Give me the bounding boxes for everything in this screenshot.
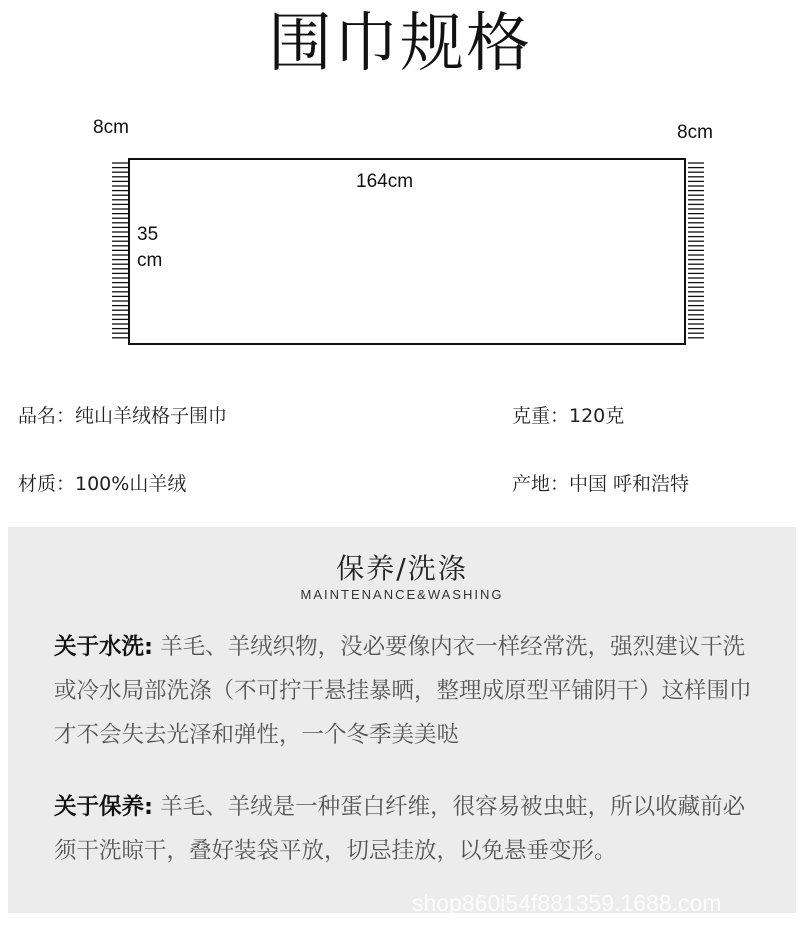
length-label: 164cm (356, 171, 414, 192)
product-origin: 产地：中国 呼和浩特 (512, 473, 690, 495)
care-title: 保养/洗涤 (336, 552, 468, 585)
right-fringe-label: 8cm (677, 122, 713, 143)
watermark: shop860i54f881359.1688.com (412, 890, 722, 916)
product-material: 材质：100%山羊绒 (18, 473, 187, 495)
width-label-unit: cm (137, 250, 163, 271)
wash-label: 关于水洗: (54, 634, 153, 660)
care-section (8, 527, 796, 913)
product-weight: 克重：120克 (512, 405, 625, 427)
keep-label: 关于保养: (54, 794, 153, 820)
product-name: 品名：纯山羊绒格子围巾 (18, 405, 228, 427)
wash-paragraph (54, 625, 754, 757)
keep-text: 羊毛、羊绒是一种蛋白纤维，很容易被虫蛀，所以收藏前必须干洗晾干，叠好装袋平放，切忌挂放，以免悬垂变形。 (54, 794, 746, 864)
left-fringe-label: 8cm (93, 117, 129, 138)
care-subtitle: MAINTENANCE&WASHING (300, 587, 504, 602)
right-fringe-lines (688, 162, 704, 342)
page-title: 围巾规格 (268, 7, 532, 81)
width-label-number: 35 (137, 224, 159, 245)
left-fringe-lines (112, 162, 128, 342)
keep-paragraph (54, 785, 754, 873)
wash-text: 羊毛、羊绒织物，没必要像内衣一样经常洗，强烈建议干洗或冷水局部洗涤（不可拧干悬挂暴晒，整理成原型平铺阴干）这样围巾才不会失去光泽和弹性，一个冬季美美哒 (54, 634, 752, 748)
